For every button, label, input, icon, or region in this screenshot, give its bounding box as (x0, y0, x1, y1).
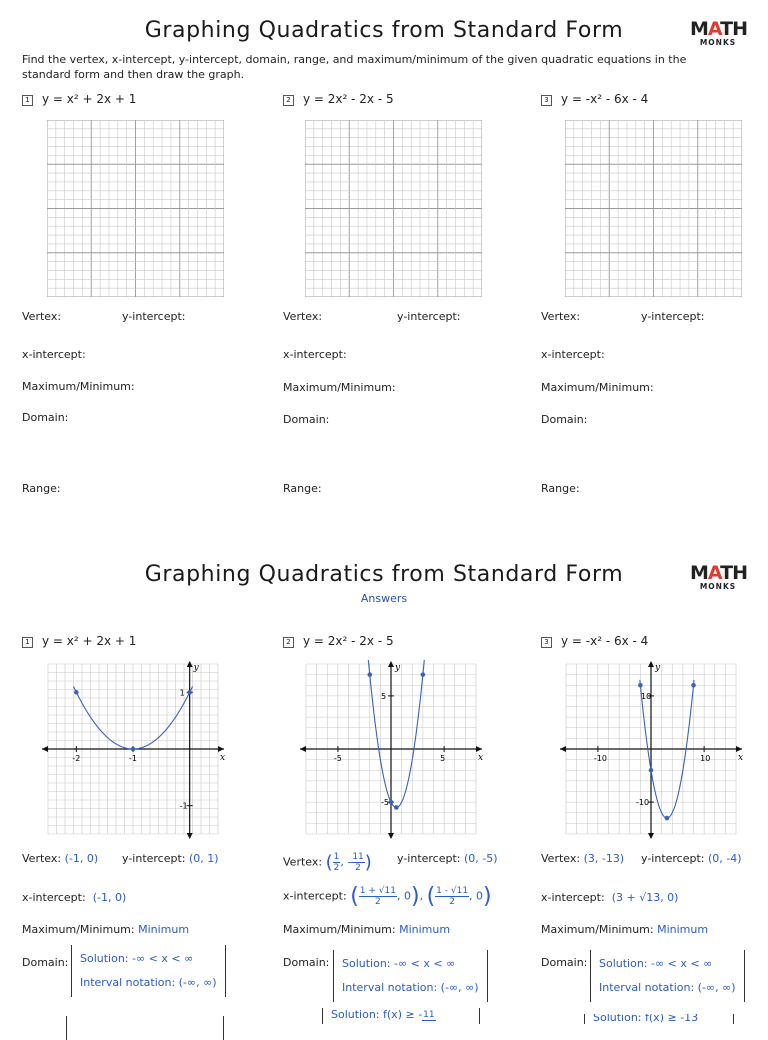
svg-text:10: 10 (641, 691, 652, 701)
problem-1-equation: 1 y = x² + 2x + 1 (22, 92, 136, 106)
svg-text:-1: -1 (129, 754, 137, 763)
problem-3-equation: 3 y = -x² - 6x - 4 (541, 92, 648, 106)
answer-y-intercept-2: y-intercept: (0, -5) (397, 852, 498, 865)
answer-x-intercept-1: x-intercept: (-1, 0) (22, 891, 127, 904)
range-label-3: Range: (541, 482, 580, 495)
vertex-label-1: Vertex: (22, 310, 62, 323)
svg-text:y: y (655, 663, 661, 673)
svg-text:-1: -1 (179, 801, 188, 811)
maxmin-label-3: Maximum/Minimum: (541, 381, 654, 394)
answer-1-equation: 1 y = x² + 2x + 1 (22, 634, 136, 648)
blank-grid-1[interactable] (47, 120, 224, 297)
range-label-1: Range: (22, 482, 61, 495)
answer-range-1 (66, 1016, 224, 1040)
domain-label-1: Domain: (22, 411, 69, 424)
answer-graph-1 (40, 660, 228, 840)
answers-title: Graphing Quadratics from Standard Form (144, 562, 624, 587)
answer-maxmin-2: Maximum/Minimum: Minimum (283, 923, 451, 936)
svg-text:5: 5 (381, 691, 387, 701)
svg-text:-10: -10 (593, 754, 607, 763)
svg-text:-5: -5 (381, 798, 389, 808)
blank-grid-2[interactable] (305, 120, 482, 297)
maxmin-label-1: Maximum/Minimum: (22, 380, 135, 393)
svg-text:x: x (738, 753, 744, 763)
answer-range-3: Solution: f(x) ≥ -13 (584, 1014, 734, 1024)
svg-text:x: x (220, 753, 226, 763)
svg-text:5: 5 (440, 754, 446, 763)
y-intercept-label-2: y-intercept: (397, 310, 461, 323)
answer-x-intercept-2: x-intercept: ( $\frac{1 + √11}{2}$ , 0), ( $\frac{1 - √11}{2}$ , 0) (283, 884, 492, 909)
answer-domain-3: Solution: -∞ < x < ∞ Interval notation: (-∞, ∞) (590, 950, 745, 1002)
domain-label-2: Domain: (283, 413, 330, 426)
svg-text:y: y (395, 663, 401, 673)
answer-domain-2: Solution: -∞ < x < ∞ Interval notation: (-∞, ∞) (333, 950, 488, 1002)
answer-domain-label-3: Domain: (541, 956, 588, 969)
answer-y-intercept-3: y-intercept: (0, -4) (641, 852, 742, 865)
answer-3-equation: 3 y = -x² - 6x - 4 (541, 634, 648, 648)
svg-text:-10: -10 (636, 798, 650, 808)
y-intercept-label-1: y-intercept: (122, 310, 186, 323)
answer-domain-label-2: Domain: (283, 956, 330, 969)
answer-y-intercept-1: y-intercept: (0, 1) (122, 852, 219, 865)
vertex-label-2: Vertex: (283, 310, 323, 323)
x-intercept-label-1: x-intercept: (22, 348, 86, 361)
svg-text:10: 10 (700, 754, 711, 763)
answer-graph-2 (298, 660, 486, 840)
worksheet-title: Graphing Quadratics from Standard Form (144, 18, 624, 43)
domain-label-3: Domain: (541, 413, 588, 426)
answer-vertex-3: Vertex: (3, -13) (541, 852, 625, 865)
math-monks-logo: MATH MONKS (690, 18, 748, 47)
answer-vertex-2: Vertex: ( $\frac{1}{2}$ , - $\frac{11}{2}$ ) (283, 852, 372, 873)
problem-2-equation: 2 y = 2x² - 2x - 5 (283, 92, 394, 106)
answer-2-equation: 2 y = 2x² - 2x - 5 (283, 634, 394, 648)
math-monks-logo-2: MATH MONKS (690, 562, 748, 591)
answer-maxmin-1: Maximum/Minimum: Minimum (22, 923, 190, 936)
x-intercept-label-2: x-intercept: (283, 348, 347, 361)
y-intercept-label-3: y-intercept: (641, 310, 705, 323)
vertex-label-3: Vertex: (541, 310, 581, 323)
answer-maxmin-3: Maximum/Minimum: Minimum (541, 923, 709, 936)
answer-graph-3 (558, 660, 746, 840)
answer-domain-label-1: Domain: (22, 956, 69, 969)
answer-range-2: Solution: f(x) ≥ - 11 (322, 1008, 480, 1024)
svg-text:y: y (193, 663, 199, 673)
svg-text:-5: -5 (333, 754, 342, 763)
svg-text:-2: -2 (72, 754, 81, 763)
answer-x-intercept-3: x-intercept: (3 + √13, 0) (541, 891, 679, 904)
maxmin-label-2: Maximum/Minimum: (283, 381, 396, 394)
answer-vertex-1: Vertex: (-1, 0) (22, 852, 99, 865)
svg-text:x: x (478, 753, 484, 763)
range-label-2: Range: (283, 482, 322, 495)
svg-text:1: 1 (179, 688, 185, 698)
answer-domain-1: Solution: -∞ < x < ∞ Interval notation: (-∞, ∞) (71, 945, 226, 997)
answers-subtitle: Answers (360, 592, 408, 605)
blank-grid-3[interactable] (565, 120, 742, 297)
x-intercept-label-3: x-intercept: (541, 348, 605, 361)
instructions: Find the vertex, x-intercept, y-intercept, domain, range, and maximum/minimum of the given quadratic equations in the standard form and then draw the graph. (22, 53, 687, 81)
